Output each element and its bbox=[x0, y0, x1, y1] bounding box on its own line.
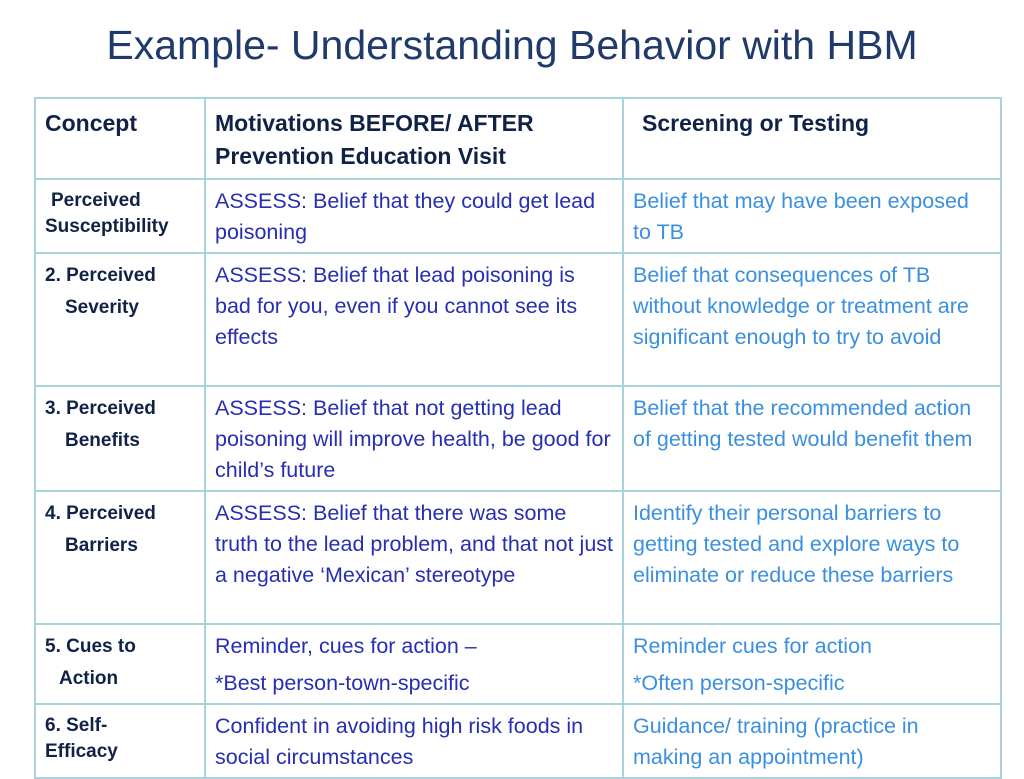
concept-cell bbox=[35, 386, 205, 491]
screening-text: Reminder cues for action bbox=[633, 633, 872, 658]
screening-cell: Belief that may have been exposed to TB bbox=[623, 179, 1001, 253]
screening-cell: Guidance/ training (practice in making an appointment) bbox=[623, 704, 1001, 778]
hbm-table bbox=[34, 97, 1002, 779]
concept-label: 6. Self- bbox=[45, 714, 108, 736]
concept-label: 3. Perceived bbox=[45, 397, 156, 419]
header-concept: Concept bbox=[35, 98, 205, 179]
table-row bbox=[35, 704, 1001, 778]
concept-label: 2. Perceived bbox=[45, 264, 156, 286]
concept-label: Action bbox=[59, 667, 119, 689]
screening-cell: Belief that consequences of TB without knowledge or treatment are significant enough to try to avoid bbox=[623, 253, 1001, 386]
concept-label: Susceptibility bbox=[45, 215, 169, 237]
motivation-cell: Confident in avoiding high risk foods in social circumstances bbox=[205, 704, 623, 778]
concept-cell bbox=[35, 704, 205, 778]
concept-label: Severity bbox=[65, 296, 139, 318]
motivation-cell: ASSESS: Belief that lead poisoning is bad for you, even if you cannot see its effects bbox=[205, 253, 623, 386]
concept-cell bbox=[35, 624, 205, 704]
screening-cell: Identify their personal barriers to getting tested and explore ways to eliminate or reduce these barriers bbox=[623, 491, 1001, 624]
concept-cell bbox=[35, 491, 205, 624]
table-row bbox=[35, 253, 1001, 386]
header-motivations: Motivations BEFORE/ AFTER Prevention Education Visit bbox=[205, 98, 623, 179]
concept-label: 4. Perceived bbox=[45, 502, 156, 524]
screening-cell: Belief that the recommended action of getting tested would benefit them bbox=[623, 386, 1001, 491]
screening-text: *Often person-specific bbox=[633, 670, 845, 695]
motivation-cell: ASSESS: Belief that not getting lead poisoning will improve health, be good for child’s future bbox=[205, 386, 623, 491]
concept-label: Barriers bbox=[65, 534, 138, 556]
header-screening: Screening or Testing bbox=[623, 98, 1001, 179]
concept-label: 5. Cues to bbox=[45, 635, 136, 657]
concept-label: Perceived bbox=[51, 189, 141, 211]
concept-cell bbox=[35, 253, 205, 386]
slide-title: Example- Understanding Behavior with HBM bbox=[106, 22, 918, 68]
screening-cell bbox=[623, 624, 1001, 704]
motivation-text: Reminder, cues for action – bbox=[215, 633, 477, 658]
table-row bbox=[35, 491, 1001, 624]
concept-label: Benefits bbox=[65, 429, 140, 451]
table-row bbox=[35, 179, 1001, 253]
table-header-row bbox=[35, 98, 1001, 179]
table-row bbox=[35, 386, 1001, 491]
table-row bbox=[35, 624, 1001, 704]
motivation-cell: ASSESS: Belief that they could get lead poisoning bbox=[205, 179, 623, 253]
motivation-cell: ASSESS: Belief that there was some truth to the lead problem, and that not just a negative ‘Mexican’ stereotype bbox=[205, 491, 623, 624]
motivation-cell bbox=[205, 624, 623, 704]
concept-cell bbox=[35, 179, 205, 253]
motivation-text: *Best person-town-specific bbox=[215, 670, 470, 695]
concept-label: Efficacy bbox=[45, 740, 118, 762]
